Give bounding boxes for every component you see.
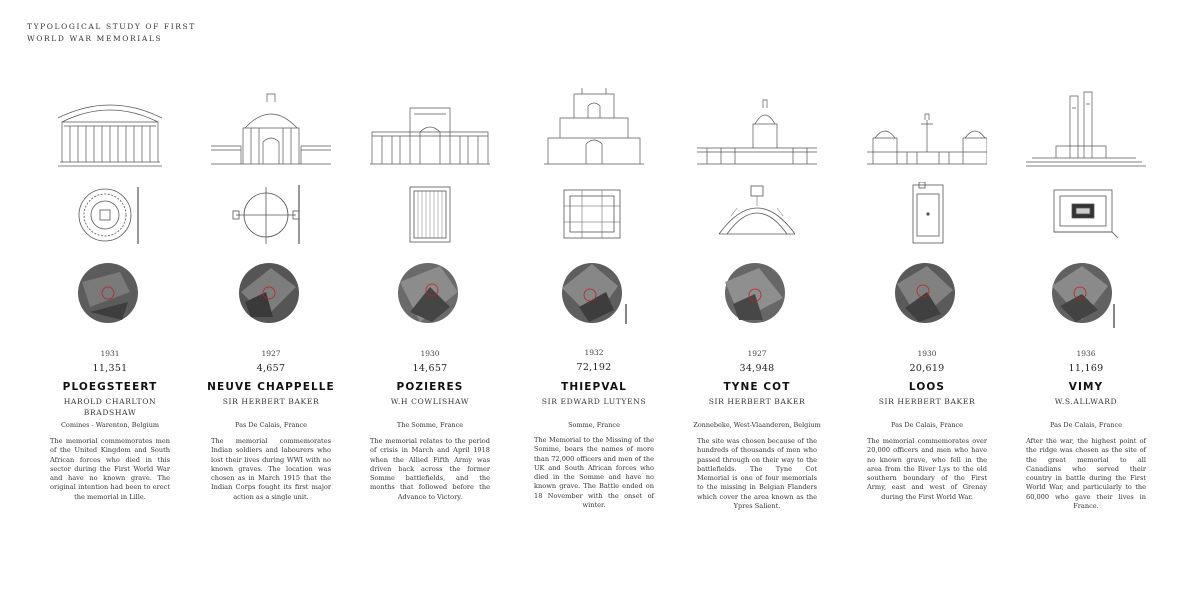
plan-drawing — [534, 182, 654, 252]
memorial-location: Zonnebeke, West-Vlaanderen, Belgium — [693, 421, 821, 429]
memorial-location: Pas De Calais, France — [891, 421, 963, 429]
memorial-column-tyne-cot — [693, 0, 821, 599]
aerial-photo — [534, 262, 654, 332]
memorial-location: Pas De Calais, France — [1050, 421, 1122, 429]
elevation-drawing — [534, 88, 654, 168]
visitor-count: 11,351 — [92, 363, 128, 374]
memorial-name: THIEPVAL — [561, 381, 627, 393]
plan-drawing — [50, 182, 170, 252]
memorial-name: PLOEGSTEERT — [62, 381, 158, 393]
aerial-photo — [50, 262, 170, 332]
aerial-photo — [867, 262, 987, 332]
memorial-description: The Memorial to the Missing of the Somme, bears the names of more than 72,000 officers and men of the UK and South African forces who died in the Somme and have no known grave. The Battle ended on 18 November with the onset of winter. — [534, 436, 654, 510]
aerial-photo — [211, 262, 331, 332]
memorial-location: Pas De Calais, France — [235, 421, 307, 429]
memorial-description: The memorial commemorates over 20,000 officers and men who have no known grave, who fell in the area from the River Lys to the old southern boundary of the First Army, east and west of Grenay during the First World War. — [867, 437, 987, 501]
memorial-column-thiepval — [534, 0, 654, 599]
aerial-photo — [697, 262, 817, 332]
memorial-description: The site was chosen because of the hundreds of thousands of men who passed through on their way to the battlefields. The Tyne Cot Memorial is one of four memorials to the missing in Belgian Flanders which cover the area known as the Ypres Salient. — [697, 437, 817, 511]
architect-name: SIR HERBERT BAKER — [708, 397, 806, 406]
plan-drawing — [867, 182, 987, 252]
memorial-description: The memorial commemorates Indian soldiers and labourers who lost their lives during WWI with no known graves. The location was chosen as in March 1915 that the Indian Corps fought its first major action as a single unit. — [211, 437, 331, 501]
elevation-drawing — [370, 88, 490, 168]
year-built: 1927 — [261, 349, 281, 358]
visitor-count: 4,657 — [256, 363, 286, 374]
year-built: 1931 — [100, 349, 120, 358]
memorial-column-neuve-chappelle — [207, 0, 335, 599]
aerial-photo — [370, 262, 490, 332]
visitor-count: 72,192 — [576, 362, 612, 373]
plan-drawing — [697, 182, 817, 252]
memorial-column-pozieres — [370, 0, 490, 599]
plan-drawing — [370, 182, 490, 252]
memorial-column-vimy — [1026, 0, 1146, 599]
architect-name: SIR HERBERT BAKER — [878, 397, 976, 406]
architect-name: SIR HERBERT BAKER — [222, 397, 320, 406]
visitor-count: 11,169 — [1068, 363, 1104, 374]
architect-name: HAROLD CHARLTON BRADSHAW — [63, 397, 157, 417]
memorial-description: The memorial relates to the period of crisis in March and April 1918 when the Allied Fifth Army was driven back across the former Somme battlefields, and the months that followed before the Advance to Victory. — [370, 437, 490, 501]
elevation-drawing — [867, 88, 987, 168]
elevation-drawing — [1026, 88, 1146, 168]
memorial-name: TYNE COT — [723, 381, 791, 393]
year-built: 1927 — [747, 349, 767, 358]
title-line-2: WORLD WAR MEMORIALS — [27, 34, 163, 43]
memorial-name: VIMY — [1068, 381, 1104, 393]
memorial-description: After the war, the highest point of the ridge was chosen as the site of the great memorial to all Canadians who served their country in battle during the First World War, and particularly to the 60,000 who gave their lives in France. — [1026, 437, 1146, 511]
architect-name: W.H COWLISHAW — [390, 397, 470, 406]
memorial-name: LOOS — [908, 381, 946, 393]
title-line-1: TYPOLOGICAL STUDY OF FIRST — [27, 22, 196, 31]
memorial-location: Comines - Warenton, Belgium — [60, 421, 160, 429]
elevation-drawing — [697, 88, 817, 168]
memorial-location: Somme, France — [568, 421, 620, 429]
elevation-drawing — [211, 88, 331, 168]
year-built: 1932 — [584, 348, 604, 357]
year-built: 1930 — [917, 349, 937, 358]
memorial-column-ploegsteert — [50, 0, 170, 599]
memorial-name: NEUVE CHAPPELLE — [207, 381, 335, 393]
plan-drawing — [1026, 182, 1146, 252]
aerial-photo — [1026, 262, 1146, 332]
visitor-count: 20,619 — [909, 363, 945, 374]
visitor-count: 14,657 — [412, 363, 448, 374]
year-built: 1930 — [420, 349, 440, 358]
year-built: 1936 — [1076, 349, 1096, 358]
memorial-column-loos — [867, 0, 987, 599]
plan-drawing — [211, 182, 331, 252]
architect-name: SIR EDWARD LUTYENS — [541, 397, 647, 406]
visitor-count: 34,948 — [739, 363, 775, 374]
memorial-description: The memorial commemorates men of the United Kingdom and South African forces who died in this sector during the First World War and have no known grave. The original intention had been to erect the memorial in Lille. — [50, 437, 170, 501]
elevation-drawing — [50, 88, 170, 168]
architect-name: W.S.ALLWARD — [1054, 397, 1118, 406]
memorial-location: The Somme, France — [396, 421, 464, 429]
memorial-name: POZIERES — [396, 381, 464, 393]
